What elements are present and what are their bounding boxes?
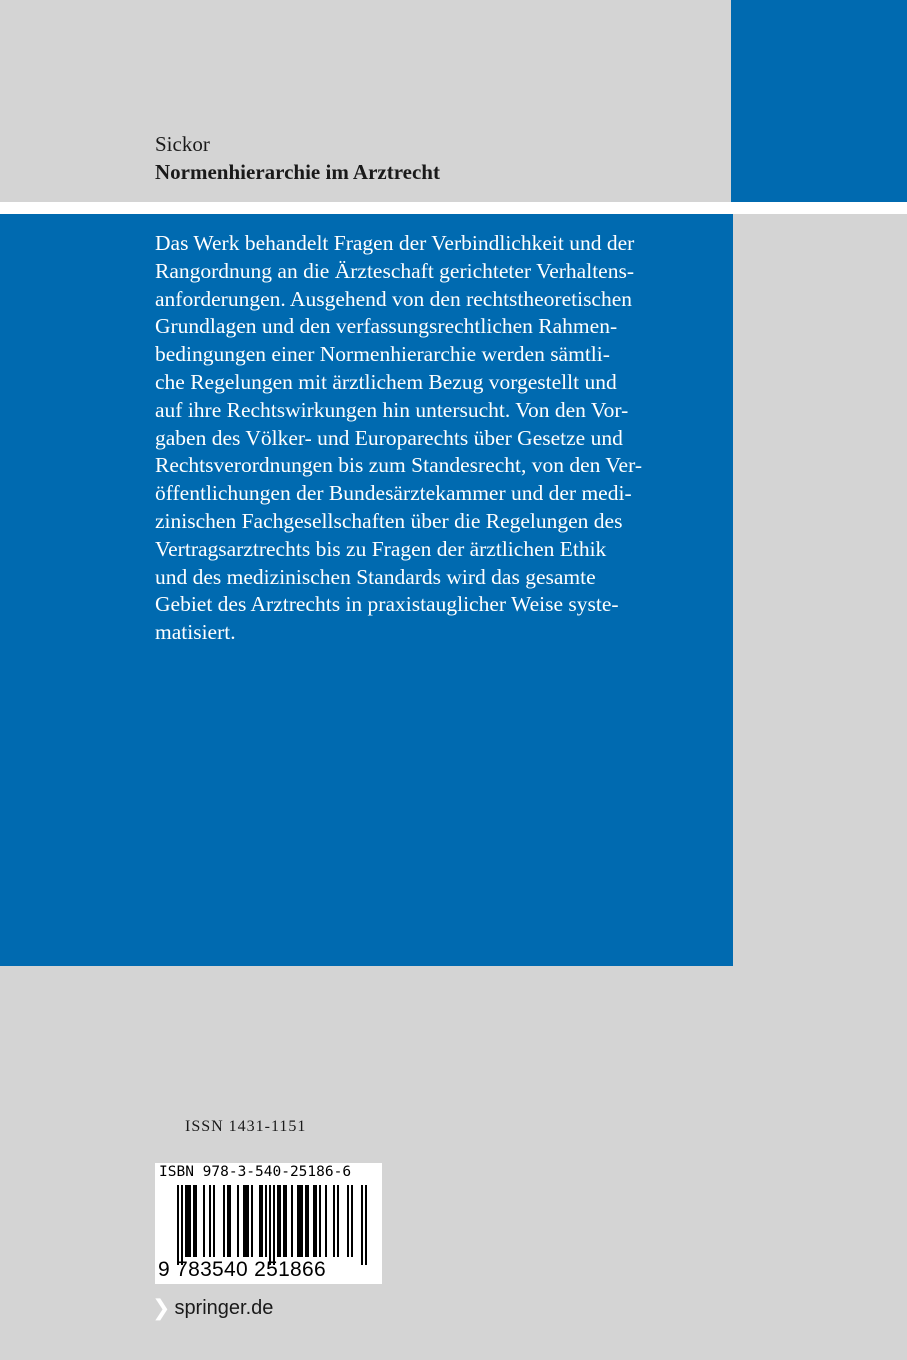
- barcode-bar: [297, 1185, 299, 1257]
- barcode-bar: [245, 1185, 247, 1257]
- blurb-line: bedingungen einer Normenhierarchie werden sämtli-: [155, 342, 610, 367]
- blurb-line: matisiert.: [155, 620, 236, 645]
- barcode-bar: [251, 1185, 253, 1257]
- barcode-bar: [365, 1185, 367, 1265]
- divider-strip: [0, 202, 907, 214]
- barcode-bar: [273, 1185, 275, 1265]
- blurb-line: auf ihre Rechtswirkungen hin untersucht. Von den Vor-: [155, 397, 629, 422]
- blurb-line: Gebiet des Arztrechts in praxistauglicher Weise syste-: [155, 592, 619, 617]
- barcode-bar: [227, 1185, 229, 1257]
- barcode-bar: [347, 1185, 349, 1257]
- barcode-bar: [229, 1185, 231, 1257]
- barcode-digits: 9 783540 251866: [158, 1258, 326, 1281]
- blurb-line: Rangordnung an die Ärzteschaft gerichteter Verhaltens-: [155, 258, 634, 283]
- barcode-bar: [243, 1185, 245, 1257]
- barcode-bar: [269, 1185, 271, 1265]
- isbn-label: ISBN 978-3-540-25186-6: [159, 1164, 352, 1180]
- barcode-bar: [259, 1185, 261, 1257]
- top-right-color-block: [731, 0, 907, 202]
- barcode-bar: [337, 1185, 339, 1257]
- barcode-bar: [209, 1185, 211, 1257]
- barcode-bar: [195, 1185, 197, 1257]
- blurb-line: Grundlagen und den verfassungsrechtlichen Rahmen-: [155, 314, 618, 339]
- blurb-line: Das Werk behandelt Fragen der Verbindlichkeit und der: [155, 231, 635, 255]
- barcode-bar: [307, 1185, 309, 1257]
- barcode-bar: [351, 1185, 353, 1257]
- blurb-line: und des medizinischen Standards wird das gesamte: [155, 564, 596, 589]
- barcode-bar: [315, 1185, 317, 1257]
- barcode-bar: [185, 1185, 187, 1257]
- barcode-bar: [247, 1185, 249, 1257]
- author-name: Sickor: [155, 132, 210, 156]
- blurb-line: zinischen Fachgesellschaften über die Regelungen des: [155, 508, 623, 533]
- barcode-bar: [301, 1185, 303, 1257]
- book-title: Normenhierarchie im Arztrecht: [155, 160, 440, 184]
- blurb-text: [155, 230, 755, 647]
- issn-label: ISSN 1431-1151: [185, 1118, 307, 1135]
- barcode-bar: [361, 1185, 363, 1265]
- blurb-line: Rechtsverordnungen bis zum Standesrecht, von den Ver-: [155, 453, 642, 478]
- publisher-link[interactable]: [152, 1294, 273, 1322]
- barcode-bar: [319, 1185, 321, 1257]
- barcode-bar: [279, 1185, 281, 1257]
- barcode-bar: [283, 1185, 285, 1257]
- barcode-bar: [177, 1185, 179, 1265]
- barcode-bar: [291, 1185, 293, 1257]
- barcode-bar: [313, 1185, 315, 1257]
- barcode-bar: [265, 1185, 267, 1257]
- blurb-line: öffentlichungen der Bundesärztekammer und der medi-: [155, 481, 632, 506]
- barcode-bar: [237, 1185, 239, 1257]
- blurb-line: Vertragsarztrechts bis zu Fragen der ärztlichen Ethik: [155, 536, 607, 561]
- barcode-bar: [299, 1185, 301, 1257]
- barcode-bar: [305, 1185, 307, 1257]
- blurb-line: gaben des Völker- und Europarechts über Gesetze und: [155, 425, 623, 450]
- chevron-right-icon: ❯: [152, 1295, 171, 1321]
- barcode-bar: [189, 1185, 191, 1257]
- barcode-bar: [203, 1185, 205, 1257]
- barcode-bar: [325, 1185, 327, 1257]
- publisher-url[interactable]: springer.de: [174, 1296, 274, 1319]
- barcode-bar: [213, 1185, 215, 1257]
- barcode-bar: [181, 1185, 183, 1265]
- barcode-bar: [193, 1185, 195, 1257]
- barcode-bar: [333, 1185, 335, 1257]
- barcode-bar: [261, 1185, 263, 1257]
- barcode-bar: [187, 1185, 189, 1257]
- barcode-bar: [223, 1185, 225, 1257]
- barcode: [155, 1163, 382, 1284]
- barcode-bar: [285, 1185, 287, 1257]
- barcode-bar: [277, 1185, 279, 1257]
- blurb-line: che Regelungen mit ärztlichem Bezug vorgestellt und: [155, 369, 617, 394]
- blurb-line: anforderungen. Ausgehend von den rechtstheoretischen: [155, 286, 633, 311]
